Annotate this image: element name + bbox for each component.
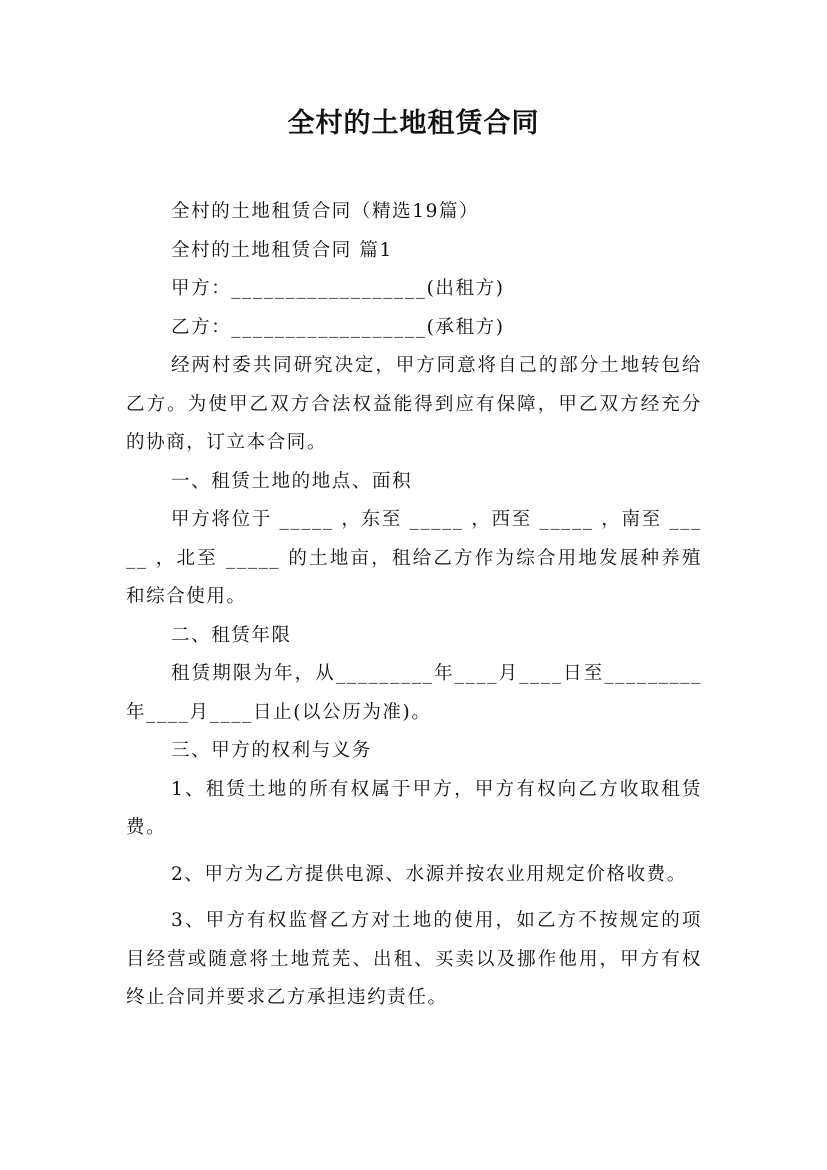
section-heading: 全村的土地租赁合同 篇1 bbox=[171, 239, 393, 261]
clause-heading-location: 一、租赁土地的地点、面积 bbox=[171, 470, 413, 492]
preamble-paragraph: 经两村委共同研究决定，甲方同意将自己的部分土地转包给乙方。为使甲乙双方合法权益能得到应有保障，甲乙双方经充分的协商，订立本合同。 bbox=[126, 355, 702, 453]
document-body bbox=[126, 193, 702, 1018]
clause-heading-party-a-rights: 三、甲方的权利与义务 bbox=[171, 740, 373, 761]
subtitle-paragraph: 全村的土地租赁合同（精选19篇） bbox=[171, 201, 480, 222]
right-item-2: 2、甲方为乙方提供电源、水源并按农业用规定价格收费。 bbox=[171, 863, 687, 885]
party-b-line: 乙方：__________________(承租方) bbox=[171, 316, 505, 338]
location-paragraph: 甲方将位于 _____ ，东至 _____ ，西至 _____ ，南至 _____ ，北至 _____ 的土地亩，租给乙方作为综合用地发展种养殖和综合使用。 bbox=[126, 509, 702, 607]
document-title: 全村的土地租赁合同 bbox=[287, 108, 540, 139]
right-item-1: 1、租赁土地的所有权属于甲方，甲方有权向乙方收取租赁费。 bbox=[126, 778, 702, 838]
party-a-line: 甲方：__________________(出租方) bbox=[171, 278, 505, 299]
right-item-3: 3、甲方有权监督乙方对土地的使用，如乙方不按规定的项目经营或随意将土地荒芜、出租、买卖以及挪作他用，甲方有权终止合同并要求乙方承担违约责任。 bbox=[126, 910, 702, 1008]
clause-heading-term: 二、租赁年限 bbox=[171, 624, 292, 646]
term-paragraph: 租赁期限为年，从_________年____月____日至_________年____月____日止(以公历为准)。 bbox=[126, 663, 702, 723]
